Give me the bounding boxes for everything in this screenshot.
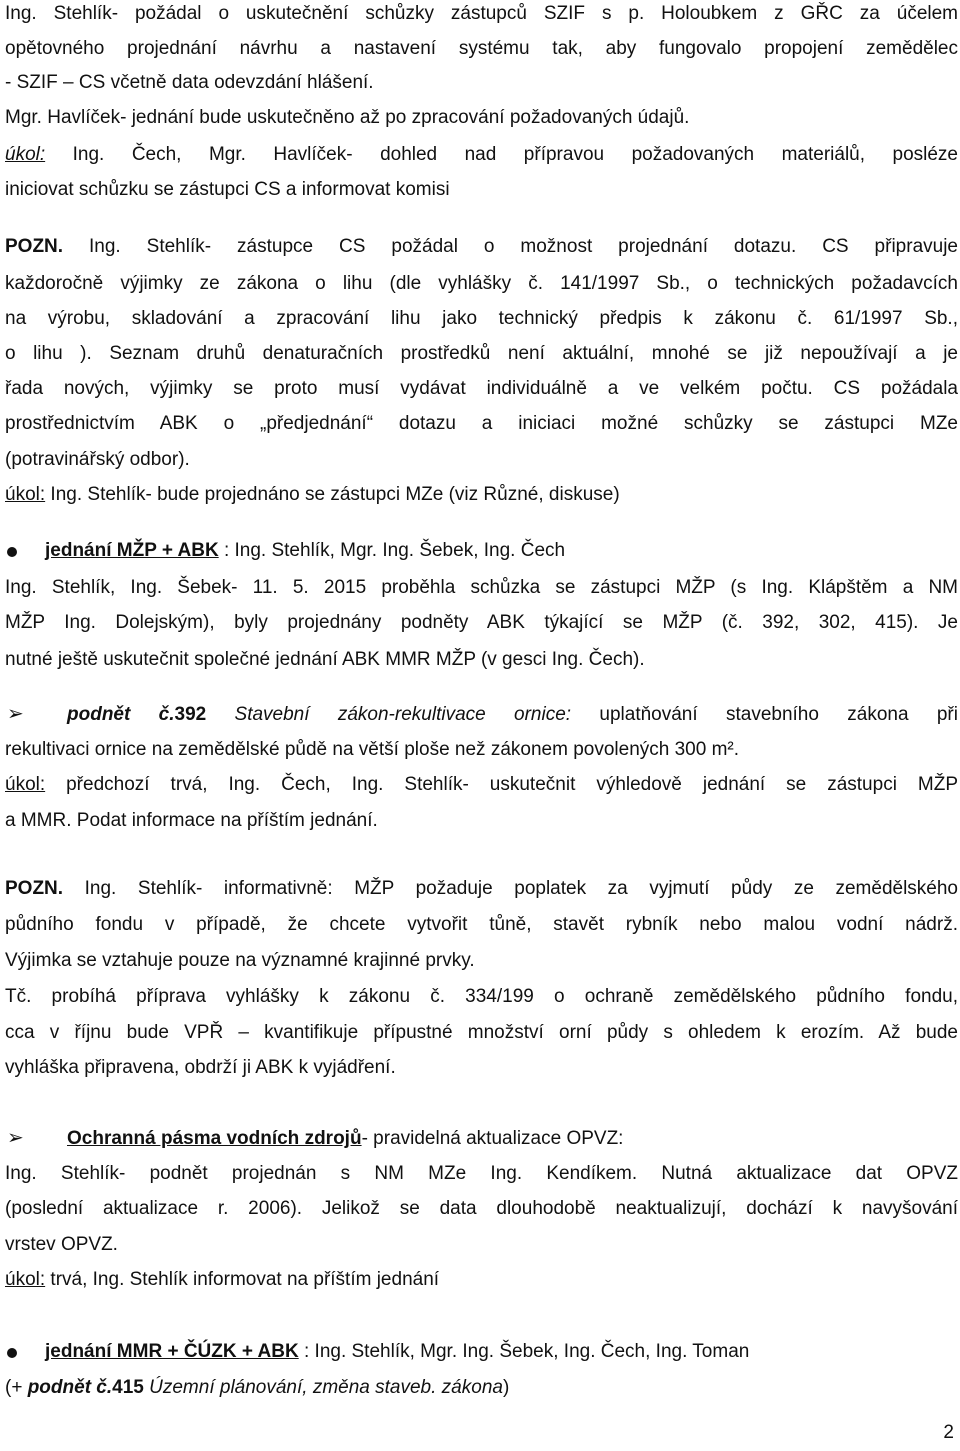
meeting-heading: jednání MMR + ČÚZK + ABK : Ing. Stehlík, Mgr. Ing. Šebek, Ing. Čech, Ing. Toman: [45, 1341, 750, 1362]
paragraph-line: (potravinářský odbor).: [5, 449, 190, 470]
arrow-bullet-icon: ➢: [7, 1125, 24, 1149]
paragraph-line: Tč. probíhá příprava vyhlášky k zákonu č. 334/199 o ochraně zemědělského půdního fondu,: [5, 986, 958, 1007]
paragraph-line: o lihu ). Seznam druhů denaturačních prostředků není aktuální, mnohé se již nepoužívají a je: [5, 343, 958, 364]
paragraph-line: iniciovat schůzku se zástupci CS a informovat komisi: [5, 179, 450, 200]
paragraph-line: vyhláška připravena, obdrží ji ABK k vyjádření.: [5, 1057, 396, 1078]
paragraph-line: opětovného projednání návrhu a nastavení systému tak, aby fungovalo propojení zemědělec: [5, 38, 958, 59]
paragraph-line: cca v říjnu bude VPŘ – kvantifikuje přípustné množství orní půdy s ohledem k erozím. Až bude: [5, 1022, 958, 1043]
paragraph-line: vrstev OPVZ.: [5, 1234, 118, 1255]
note-line: POZN. Ing. Stehlík- informativně: MŽP požaduje poplatek za vyjmutí půdy ze zemědělského: [5, 878, 958, 899]
bullet-icon: [7, 547, 17, 557]
task-line: úkol: předchozí trvá, Ing. Čech, Ing. Stehlík- uskutečnit výhledově jednání se zástupci MŽP: [5, 774, 958, 795]
meeting-title: jednání MŽP + ABK: [45, 540, 219, 561]
note-label: POZN.: [5, 878, 64, 899]
task-label: úkol:: [5, 774, 46, 795]
paragraph-line: řada nových, výjimky se proto musí vydávat individuálně a ve velkém počtu. CS požádala: [5, 378, 958, 399]
proposal-line: podnět č.392 Stavební zákon-rekultivace ornice: uplatňování stavebního zákona při: [67, 704, 958, 725]
paragraph-line: Ing. Stehlík- podnět projednán s NM MZe Ing. Kendíkem. Nutná aktualizace dat OPVZ: [5, 1163, 958, 1184]
task-line: úkol: Ing. Čech, Mgr. Havlíček- dohled nad přípravou požadovaných materiálů, posléze: [5, 144, 958, 165]
paragraph-line: Ing. Stehlík- požádal o uskutečnění schůzky zástupců SZIF s p. Holoubkem z GŘC za účelem: [5, 3, 958, 24]
paragraph-line: prostřednictvím ABK o „předjednání“ dotazu a iniciaci možné schůzky se zástupci MZe: [5, 413, 958, 434]
proposal-line: (+ podnět č.415 Územní plánování, změna staveb. zákona): [5, 1377, 510, 1398]
note-label: POZN.: [5, 236, 64, 257]
page-number: 2: [943, 1422, 954, 1443]
paragraph-line: Mgr. Havlíček- jednání bude uskutečněno až po zpracování požadovaných údajů.: [5, 107, 690, 128]
task-line: úkol: trvá, Ing. Stehlík informovat na příštím jednání: [5, 1269, 440, 1290]
paragraph-line: Ing. Stehlík, Ing. Šebek- 11. 5. 2015 proběhla schůzka se zástupci MŽP (s Ing. Klápštěm a NM: [5, 577, 958, 598]
bullet-icon: [7, 1348, 17, 1358]
paragraph-line: a MMR. Podat informace na příštím jednání.: [5, 810, 378, 831]
paragraph-line: (poslední aktualizace r. 2006). Jelikož se data dlouhodobě neaktualizují, dochází k navyšování: [5, 1198, 958, 1219]
meeting-heading: jednání MŽP + ABK : Ing. Stehlík, Mgr. Ing. Šebek, Ing. Čech: [45, 540, 566, 561]
section-title: Ochranná pásma vodních zdrojů: [67, 1128, 362, 1149]
paragraph-line: Výjimka se vztahuje pouze na významné krajinné prvky.: [5, 950, 475, 971]
task-line: úkol: Ing. Stehlík- bude projednáno se zástupci MZe (viz Různé, diskuse): [5, 484, 620, 505]
arrow-bullet-icon: ➢: [7, 701, 24, 725]
paragraph-line: nutné ještě uskutečnit společné jednání ABK MMR MŽP (v gesci Ing. Čech).: [5, 649, 645, 670]
paragraph-line: každoročně výjimky ze zákona o lihu (dle vyhlášky č. 141/1997 Sb., o technických požadavcích: [5, 273, 958, 294]
note-line: POZN. Ing. Stehlík- zástupce CS požádal o možnost projednání dotazu. CS připravuje: [5, 236, 958, 257]
meeting-title: jednání MMR + ČÚZK + ABK: [45, 1341, 299, 1362]
task-label: úkol:: [5, 144, 46, 165]
task-label: úkol:: [5, 484, 46, 505]
paragraph-line: půdního fondu v případě, že chcete vytvořit tůně, stavět rybník nebo malou vodní nádrž.: [5, 914, 958, 935]
paragraph-line: na výrobu, skladování a zpracování lihu jako technický předpis k zákonu č. 61/1997 Sb.,: [5, 308, 958, 329]
paragraph-line: rekultivaci ornice na zemědělské půdě na větší ploše než zákonem povolených 300 m².: [5, 739, 740, 760]
paragraph-line: MŽP Ing. Dolejským), byly projednány podněty ABK týkající se MŽP (č. 392, 302, 415). Je: [5, 612, 958, 633]
task-label: úkol:: [5, 1269, 46, 1290]
paragraph-line: - SZIF – CS včetně data odevzdání hlášení.: [5, 72, 374, 93]
section-heading: Ochranná pásma vodních zdrojů- pravidelná aktualizace OPVZ:: [67, 1128, 624, 1149]
